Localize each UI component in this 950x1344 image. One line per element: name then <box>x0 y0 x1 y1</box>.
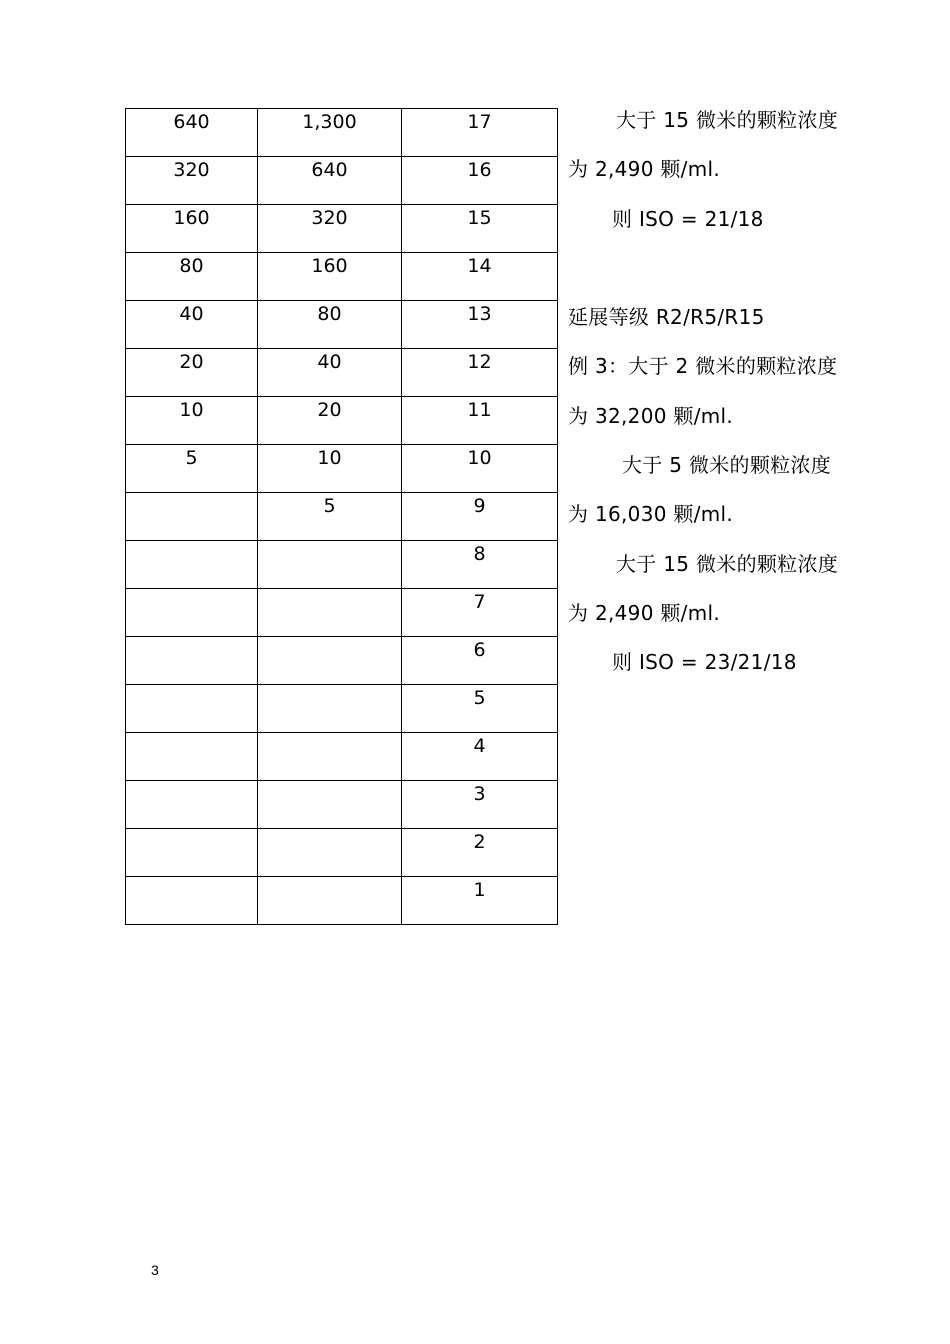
text-line: 为 2,490 颗/ml. <box>568 157 721 182</box>
table-cell: 640 <box>126 109 258 157</box>
text-line: 大于 5 微米的颗粒浓度 <box>622 453 832 478</box>
text-line: 则 ISO = 23/21/18 <box>612 650 797 675</box>
text-line: 则 ISO = 21/18 <box>612 206 764 231</box>
table-cell <box>126 829 258 877</box>
table-row <box>126 877 558 925</box>
table-cell: 1 <box>402 877 558 925</box>
table-row <box>126 301 558 349</box>
table-cell: 5 <box>126 445 258 493</box>
table-row <box>126 493 558 541</box>
table-row <box>126 733 558 781</box>
table-cell <box>126 733 258 781</box>
table-cell: 14 <box>402 253 558 301</box>
text-line: 为 2,490 颗/ml. <box>568 600 721 625</box>
table-cell <box>126 685 258 733</box>
text-line: 大于 15 微米的颗粒浓度 <box>616 108 839 132</box>
table-row <box>126 205 558 253</box>
table-cell: 40 <box>258 349 402 397</box>
text-line: 例 3：大于 2 微米的颗粒浓度 <box>568 354 838 379</box>
text-line: 延展等级 R2/R5/R15 <box>568 305 765 330</box>
table-cell <box>258 829 402 877</box>
table-cell: 6 <box>402 637 558 685</box>
table-cell <box>258 541 402 589</box>
table-cell: 20 <box>258 397 402 445</box>
table-row <box>126 109 558 157</box>
table-row <box>126 397 558 445</box>
text-line <box>568 254 898 303</box>
table-cell: 15 <box>402 205 558 253</box>
table-cell <box>258 589 402 637</box>
table-cell: 4 <box>402 733 558 781</box>
table-cell: 640 <box>258 157 402 205</box>
table-cell: 160 <box>126 205 258 253</box>
table-cell <box>258 637 402 685</box>
table-cell: 5 <box>402 685 558 733</box>
table-row <box>126 445 558 493</box>
text-line: 大于 15 微米的颗粒浓度 <box>616 551 839 576</box>
table-cell: 10 <box>402 445 558 493</box>
table-cell: 2 <box>402 829 558 877</box>
table-cell: 40 <box>126 301 258 349</box>
table-row <box>126 685 558 733</box>
table-cell: 13 <box>402 301 558 349</box>
table-cell: 8 <box>402 541 558 589</box>
table-cell: 9 <box>402 493 558 541</box>
table-cell <box>126 781 258 829</box>
table-cell <box>126 541 258 589</box>
table-cell: 10 <box>258 445 402 493</box>
table-cell: 5 <box>258 493 402 541</box>
table-cell <box>126 493 258 541</box>
table-row <box>126 781 558 829</box>
table-cell <box>258 781 402 829</box>
table-cell <box>258 685 402 733</box>
table-cell: 20 <box>126 349 258 397</box>
table-cell <box>126 637 258 685</box>
table-cell: 1,300 <box>258 109 402 157</box>
table-cell: 16 <box>402 157 558 205</box>
explanation-text <box>568 106 898 698</box>
table-row <box>126 637 558 685</box>
table-row <box>126 157 558 205</box>
table-cell: 12 <box>402 349 558 397</box>
table-cell <box>258 733 402 781</box>
page-number: 3 <box>151 1262 159 1278</box>
table-cell <box>126 877 258 925</box>
table-row <box>126 253 558 301</box>
text-line: 为 16,030 颗/ml. <box>568 502 734 527</box>
text-line: 为 32,200 颗/ml. <box>568 403 734 428</box>
iso-code-table <box>125 108 558 925</box>
table-row <box>126 829 558 877</box>
table-cell <box>258 877 402 925</box>
table-cell: 80 <box>258 301 402 349</box>
table-row <box>126 589 558 637</box>
table-row <box>126 541 558 589</box>
table-cell: 17 <box>402 109 558 157</box>
iso-code-table-body <box>126 109 558 925</box>
table-cell: 80 <box>126 253 258 301</box>
table-cell: 10 <box>126 397 258 445</box>
table-cell: 7 <box>402 589 558 637</box>
table-cell: 320 <box>126 157 258 205</box>
table-cell: 320 <box>258 205 402 253</box>
table-cell: 160 <box>258 253 402 301</box>
table-row <box>126 349 558 397</box>
table-cell: 11 <box>402 397 558 445</box>
table-cell <box>126 589 258 637</box>
table-cell: 3 <box>402 781 558 829</box>
